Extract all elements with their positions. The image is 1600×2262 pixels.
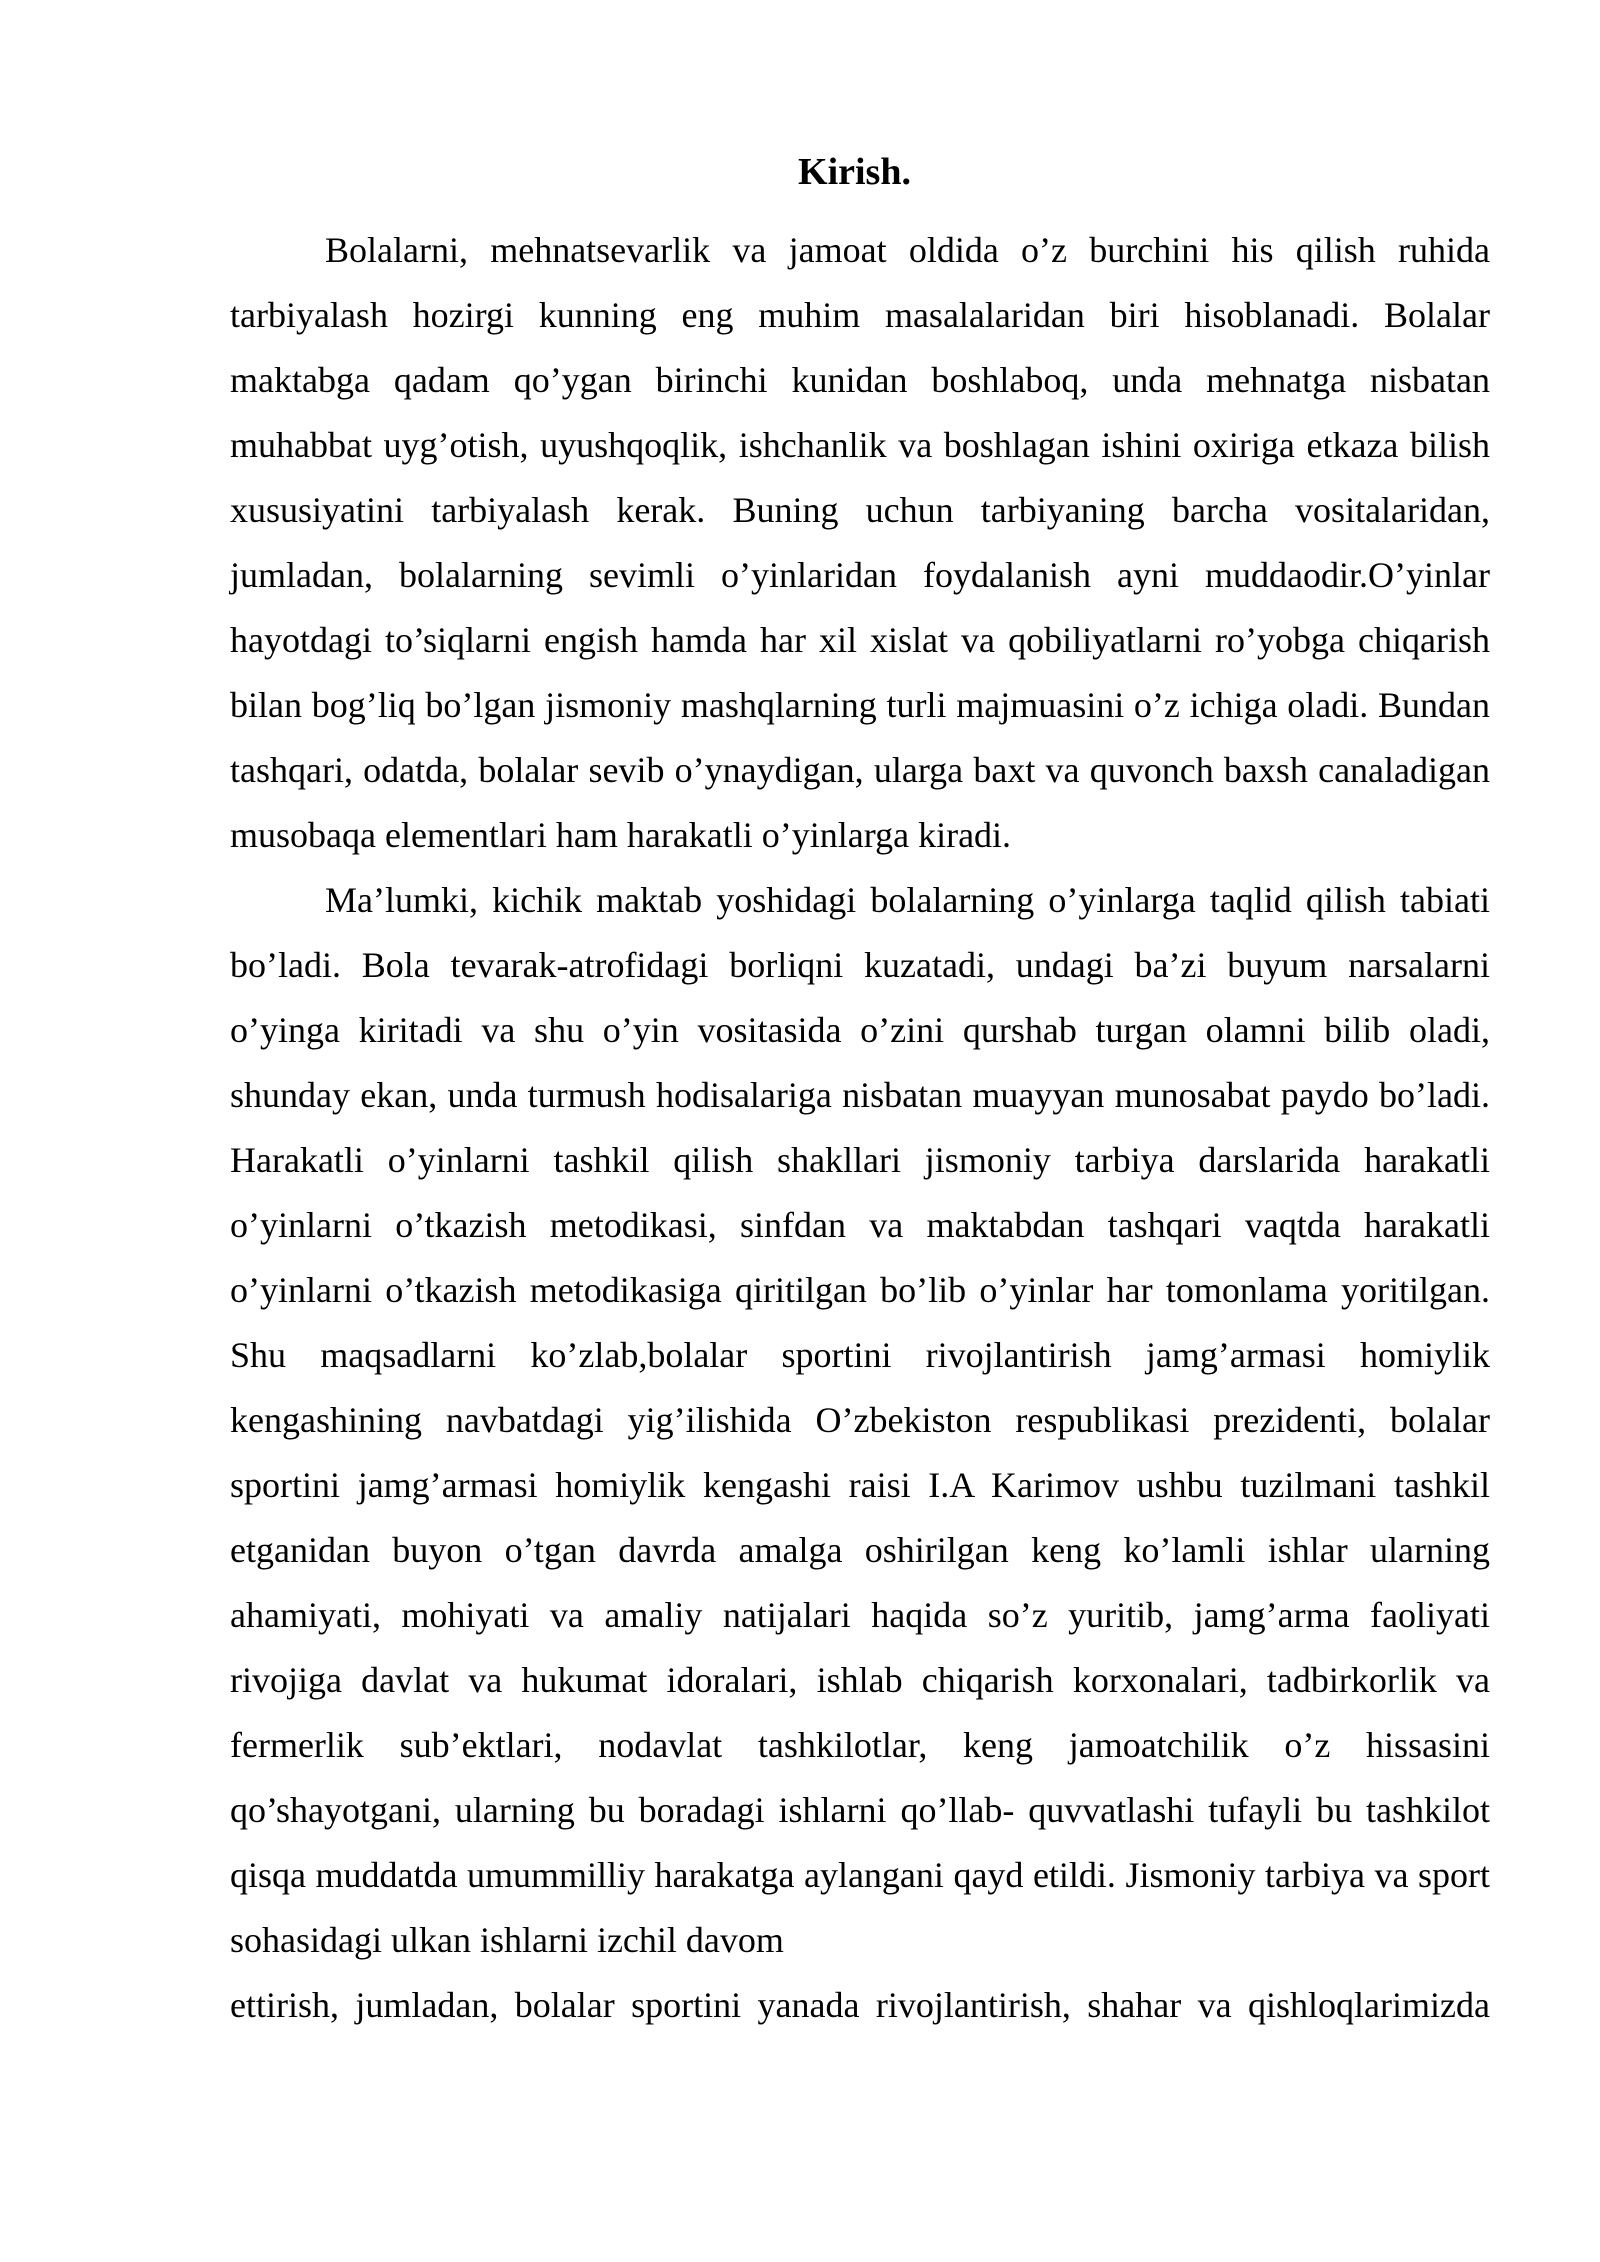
document-body bbox=[230, 218, 1490, 2038]
paragraph-main: Ma’lumki, kichik maktab yoshidagi bolalarning o’yinlarga taqlid qilish tabiati bo’ladi. Bola tevarak-atrofidagi borliqni kuzatadi, undagi ba’zi buyum narsalarni o’yinga kiritadi va shu o’yin vositasida o’zini qurshab turgan olamni bilib oladi, shunday ekan, unda turmush hodisalariga nisbatan muayyan munosabat paydo bo’ladi. Harakatli o’yinlarni tashkil qilish shakllari jismoniy tarbiya darslarida harakatli o’yinlarni o’tkazish metodikasi, sinfdan va maktabdan tashqari vaqtda harakatli o’yinlarni o’tkazish metodikasiga qiritilgan bo’lib o’yinlar har tomonlama yoritilgan. Shu maqsadlarni ko’zlab,bolalar sportini rivojlantirish jamg’armasi homiylik kengashining navbatdagi yig’ilishida O’zbekiston respublikasi prezidenti, bolalar sportini jamg’armasi homiylik kengashi raisi I.A Karimov ushbu tuzilmani tashkil etganidan buyon o’tgan davrda amalga oshirilgan keng ko’lamli ishlar ularning ahamiyati, mohiyati va amaliy natijalari haqida so’z yuritib, jamg’arma faoliyati rivojiga davlat va hukumat idoralari, ishlab chiqarish korxonalari, tadbirkorlik va fermerlik sub’ektlari, nodavlat tashkilotlar, keng jamoatchilik o’z hissasini qo’shayotgani, ularning bu boradagi ishlarni qo’llab- quvvatlashi tufayli bu tashkilot qisqa muddatda umummilliy harakatga aylangani qayd etildi. Jismoniy tarbiya va sport sohasidagi ulkan ishlarni izchil davom bbox=[230, 880, 1490, 1960]
paragraph-intro: Bolalarni, mehnatsevarlik va jamoat oldida o’z burchini his qilish ruhida tarbiyalash hozirgi kunning eng muhim masalalaridan biri hisoblanadi. Bolalar maktabga qadam qo’ygan birinchi kunidan boshlaboq, unda mehnatga nisbatan muhabbat uyg’otish, uyushqoqlik, ishchanlik va boshlagan ishini oxiriga etkaza bilish xususiyatini tarbiyalash kerak. Buning uchun tarbiyaning barcha vositalaridan, jumladan, bolalarning sevimli o’yinlaridan foydalanish ayni muddaodir.O’yinlar hayotdagi to’siqlarni engish hamda har xil xislat va qobiliyatlarni ro’yobga chiqarish bilan bog’liq bo’lgan jismoniy mashqlarning turli majmuasini o’z ichiga oladi. Bundan tashqari, odatda, bolalar sevib o’ynaydigan, ularga baxt va quvonch baxsh canaladigan musobaqa elementlari ham harakatli o’yinlarga kiradi. bbox=[230, 230, 1490, 855]
paragraph-continuation-line: ettirish, jumladan, bolalar sportini yanada rivojlantirish, shahar va qishloqlarimizda bbox=[230, 1985, 1490, 2025]
document-title: Kirish. bbox=[798, 151, 911, 193]
